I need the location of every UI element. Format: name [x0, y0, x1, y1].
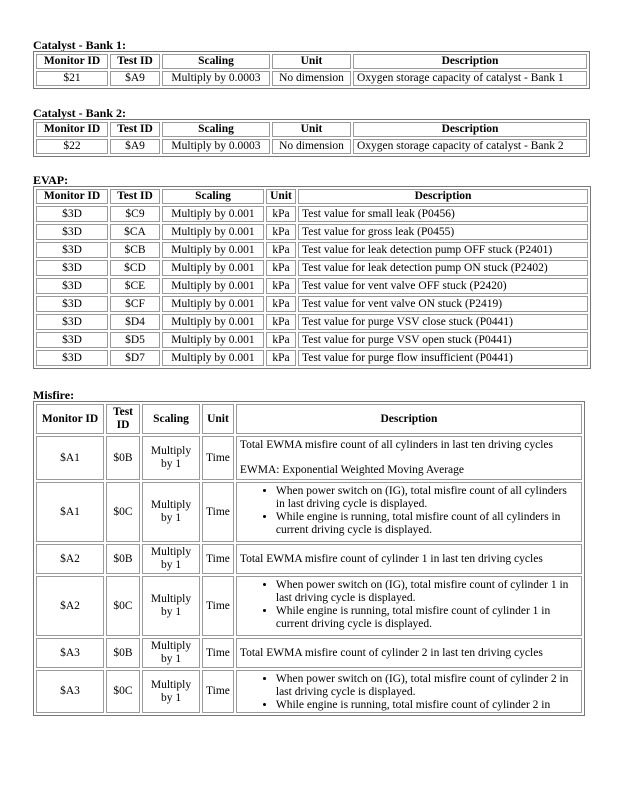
table-row [36, 670, 582, 713]
cell-unit: Time [202, 482, 234, 542]
cell-test-id: $A9 [110, 71, 160, 86]
cell-scaling: Multiply by 1 [142, 544, 200, 574]
cell-test-id: $0C [106, 670, 140, 713]
cell-scaling: Multiply by 0.001 [162, 350, 264, 366]
bullet-list [240, 673, 578, 712]
col-header: Scaling [162, 54, 270, 69]
cell-test-id: $D7 [110, 350, 160, 366]
col-header: Scaling [142, 404, 200, 434]
cell-description [236, 436, 582, 480]
cell-unit: kPa [266, 278, 296, 294]
cell-scaling: Multiply by 0.001 [162, 206, 264, 222]
cell-test-id: $CD [110, 260, 160, 276]
table-row [36, 350, 588, 366]
bullet-item: • When power switch on (IG), total misfire count of cylinder 2 in last driving cycle is displayed. [276, 673, 578, 699]
cell-monitor-id: $A3 [36, 638, 104, 668]
cell-description: Test value for purge VSV close stuck (P0441) [298, 314, 588, 330]
bullet-item: • While engine is running, total misfire count of all cylinders in current driving cycle is displayed. [276, 511, 578, 537]
bullet-item: • When power switch on (IG), total misfire count of cylinder 1 in last driving cycle is displayed. [276, 579, 578, 605]
cell-test-id: $A9 [110, 139, 160, 154]
cell-monitor-id: $22 [36, 139, 108, 154]
col-header: Test ID [110, 189, 160, 204]
cell-scaling: Multiply by 0.001 [162, 278, 264, 294]
catalyst-bank2-table [33, 119, 590, 157]
cell-unit: Time [202, 576, 234, 636]
col-header: Test ID [110, 54, 160, 69]
cell-description: Test value for vent valve ON stuck (P2419) [298, 296, 588, 312]
cell-test-id: $0B [106, 436, 140, 480]
catalyst-bank2-title: Catalyst - Bank 2: [33, 106, 127, 120]
table-row [36, 638, 582, 668]
cell-description [236, 670, 582, 713]
cell-test-id: $CF [110, 296, 160, 312]
cell-unit: kPa [266, 224, 296, 240]
col-header: Monitor ID [36, 189, 108, 204]
bullet-list [240, 579, 578, 631]
col-header: Description [353, 122, 587, 137]
table-row [36, 278, 588, 294]
cell-scaling: Multiply by 0.0003 [162, 71, 270, 86]
cell-unit: kPa [266, 314, 296, 330]
cell-monitor-id: $3D [36, 314, 108, 330]
cell-scaling: Multiply by 0.001 [162, 332, 264, 348]
cell-description: Oxygen storage capacity of catalyst - Bank 1 [353, 71, 587, 86]
cell-test-id: $CA [110, 224, 160, 240]
evap-table [33, 186, 591, 369]
cell-monitor-id: $A1 [36, 482, 104, 542]
cell-monitor-id: $3D [36, 206, 108, 222]
cell-description: Test value for leak detection pump ON stuck (P2402) [298, 260, 588, 276]
cell-description [236, 482, 582, 542]
table-row [36, 544, 582, 574]
cell-scaling: Multiply by 0.001 [162, 296, 264, 312]
cell-unit: Time [202, 670, 234, 713]
cell-monitor-id: $3D [36, 350, 108, 366]
cell-scaling: Multiply by 0.0003 [162, 139, 270, 154]
table-header-row [36, 122, 587, 137]
col-header: Test ID [106, 404, 140, 434]
cell-unit: kPa [266, 332, 296, 348]
cell-unit: kPa [266, 296, 296, 312]
table-row [36, 576, 582, 636]
col-header: Description [298, 189, 588, 204]
col-header: Unit [266, 189, 296, 204]
col-header: Monitor ID [36, 122, 108, 137]
cell-unit: kPa [266, 206, 296, 222]
cell-monitor-id: $3D [36, 242, 108, 258]
bullet-list [240, 485, 578, 537]
cell-unit: No dimension [272, 139, 351, 154]
cell-scaling: Multiply by 1 [142, 638, 200, 668]
cell-test-id: $D4 [110, 314, 160, 330]
cell-scaling: Multiply by 1 [142, 576, 200, 636]
cell-monitor-id: $A1 [36, 436, 104, 480]
col-header: Scaling [162, 122, 270, 137]
table-row [36, 436, 582, 480]
cell-unit: Time [202, 544, 234, 574]
bullet-item: • While engine is running, total misfire count of cylinder 2 in [276, 699, 578, 712]
cell-monitor-id: $3D [36, 296, 108, 312]
misfire-table [33, 401, 585, 716]
table-row [36, 260, 588, 276]
cell-test-id: $0C [106, 576, 140, 636]
evap-title: EVAP: [33, 173, 69, 187]
cell-scaling: Multiply by 1 [142, 670, 200, 713]
description-text: Total EWMA misfire count of cylinder 1 in last ten driving cycles [239, 552, 543, 565]
col-header: Monitor ID [36, 404, 104, 434]
table-header-row [36, 54, 587, 69]
cell-monitor-id: $3D [36, 224, 108, 240]
table-row [36, 332, 588, 348]
cell-scaling: Multiply by 1 [142, 482, 200, 542]
cell-scaling: Multiply by 1 [142, 436, 200, 480]
cell-scaling: Multiply by 0.001 [162, 260, 264, 276]
catalyst-bank1-table [33, 51, 590, 89]
cell-test-id: $0B [106, 544, 140, 574]
cell-description: Test value for gross leak (P0455) [298, 224, 588, 240]
cell-test-id: $0B [106, 638, 140, 668]
cell-monitor-id: $A2 [36, 544, 104, 574]
col-header: Test ID [110, 122, 160, 137]
cell-description [236, 638, 582, 668]
cell-description [236, 576, 582, 636]
cell-monitor-id: $3D [36, 332, 108, 348]
table-row [36, 242, 588, 258]
cell-description [236, 544, 582, 574]
cell-scaling: Multiply by 0.001 [162, 314, 264, 330]
catalyst-bank1-title: Catalyst - Bank 1: [33, 38, 127, 52]
cell-monitor-id: $3D [36, 278, 108, 294]
cell-scaling: Multiply by 0.001 [162, 242, 264, 258]
cell-unit: kPa [266, 242, 296, 258]
table-row [36, 206, 588, 222]
col-header: Monitor ID [36, 54, 108, 69]
col-header: Description [353, 54, 587, 69]
col-header: Scaling [162, 189, 264, 204]
cell-unit: Time [202, 436, 234, 480]
description-note: EWMA: Exponential Weighted Moving Average [239, 464, 465, 476]
bullet-item: • When power switch on (IG), total misfire count of all cylinders in last driving cycle is displayed. [276, 485, 578, 511]
table-row [36, 139, 587, 154]
cell-test-id: $CE [110, 278, 160, 294]
cell-test-id: $D5 [110, 332, 160, 348]
col-header: Unit [202, 404, 234, 434]
table-row [36, 71, 587, 86]
cell-description: Oxygen storage capacity of catalyst - Bank 2 [353, 139, 587, 154]
table-row [36, 482, 582, 542]
cell-unit: No dimension [272, 71, 351, 86]
cell-description: Test value for purge VSV open stuck (P0441) [298, 332, 588, 348]
table-header-row [36, 404, 582, 434]
description-text: Total EWMA misfire count of all cylinders in last ten driving cycles [239, 439, 554, 451]
col-header: Unit [272, 54, 351, 69]
cell-monitor-id: $A3 [36, 670, 104, 713]
cell-description: Test value for small leak (P0456) [298, 206, 588, 222]
table-header-row [36, 189, 588, 204]
cell-monitor-id: $A2 [36, 576, 104, 636]
table-row [36, 296, 588, 312]
cell-test-id: $CB [110, 242, 160, 258]
col-header: Unit [272, 122, 351, 137]
col-header: Description [236, 404, 582, 434]
cell-unit: kPa [266, 350, 296, 366]
cell-monitor-id: $3D [36, 260, 108, 276]
description-text: Total EWMA misfire count of cylinder 2 in last ten driving cycles [239, 646, 543, 659]
cell-scaling: Multiply by 0.001 [162, 224, 264, 240]
cell-unit: kPa [266, 260, 296, 276]
table-row [36, 224, 588, 240]
misfire-title: Misfire: [33, 388, 75, 402]
cell-description: Test value for purge flow insufficient (P0441) [298, 350, 588, 366]
table-row [36, 314, 588, 330]
cell-test-id: $C9 [110, 206, 160, 222]
cell-monitor-id: $21 [36, 71, 108, 86]
bullet-item: • While engine is running, total misfire count of cylinder 1 in current driving cycle is displayed. [276, 605, 578, 631]
cell-description: Test value for leak detection pump OFF stuck (P2401) [298, 242, 588, 258]
cell-test-id: $0C [106, 482, 140, 542]
cell-description: Test value for vent valve OFF stuck (P2420) [298, 278, 588, 294]
cell-unit: Time [202, 638, 234, 668]
